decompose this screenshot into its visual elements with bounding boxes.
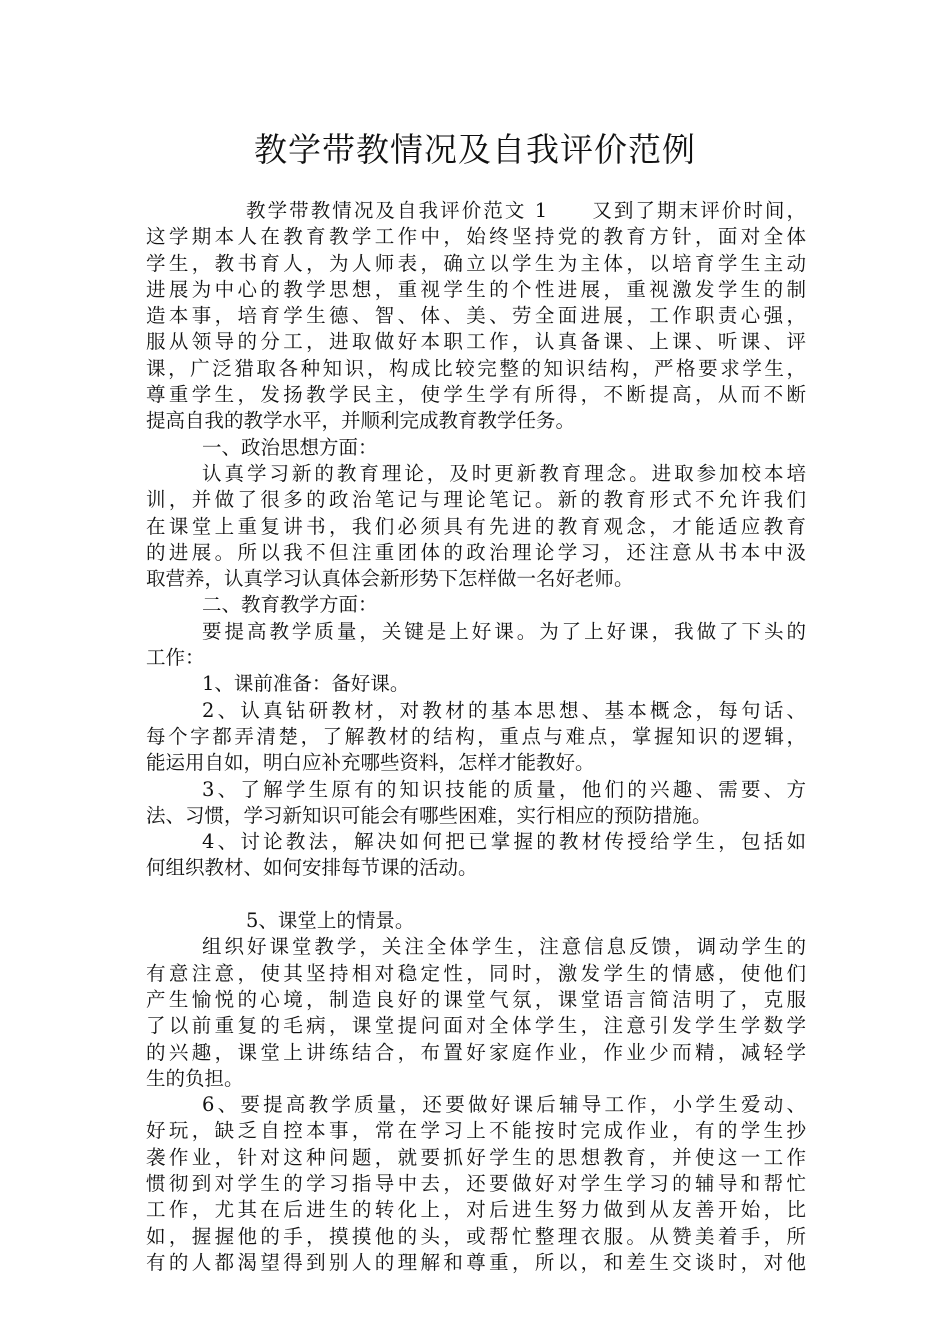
paragraph-line: 如，握握他的手，摸摸他的头，或帮忙整理衣服。从赞美着手，所 xyxy=(146,1224,806,1248)
paragraph-line: 训，并做了很多的政治笔记与理论笔记。新的教育形式不允许我们 xyxy=(146,488,806,512)
list-item: 1、课前准备：备好课。 xyxy=(202,672,410,696)
document-title: 教学带教情况及自我评价范例 xyxy=(254,130,696,169)
section-heading: 二、教育教学方面： xyxy=(202,593,378,617)
paragraph-line: 每个字都弄清楚，了解教材的结构，重点与难点，掌握知识的逻辑， xyxy=(146,724,806,748)
paragraph-line: 组织好课堂教学，关注全体学生，注意信息反馈，调动学生的 xyxy=(202,935,806,959)
paragraph-line: 在课堂上重复讲书，我们必须具有先进的教育观念，才能适应教育 xyxy=(146,514,806,538)
paragraph-line: 教学带教情况及自我评价范文 1 又到了期末评价时间， xyxy=(246,199,806,222)
paragraph-line: 课，广泛猎取各种知识，构成比较完整的知识结构，严格要求学生， xyxy=(146,356,806,380)
paragraph-line: 生的负担。 xyxy=(146,1066,244,1090)
paragraph-line: 要提高教学质量，关键是上好课。为了上好课，我做了下头的 xyxy=(202,619,806,643)
list-item: 5、课堂上的情景。 xyxy=(246,909,415,933)
paragraph-line: 的兴趣，课堂上讲练结合，布置好家庭作业，作业少而精，减轻学 xyxy=(146,1040,806,1064)
list-item: 6、要提高教学质量，还要做好课后辅导工作，小学生爱动、 xyxy=(202,1093,806,1117)
paragraph-line: 学生，教书育人，为人师表，确立以学生为主体，以培育学生主动 xyxy=(146,251,806,275)
paragraph-line: 法、习惯，学习新知识可能会有哪些困难，实行相应的预防措施。 xyxy=(146,803,712,827)
list-item: 3、了解学生原有的知识技能的质量，他们的兴趣、需要、方 xyxy=(202,777,806,801)
paragraph-line: 进展为中心的教学思想，重视学生的个性进展，重视激发学生的制 xyxy=(146,277,806,301)
paragraph-line: 造本事，培育学生德、智、体、美、劳全面进展，工作职责心强， xyxy=(146,304,806,328)
paragraph-line: 取营养，认真学习认真体会新形势下怎样做一名好老师。 xyxy=(146,567,634,591)
paragraph-line: 何组织教材、如何安排每节课的活动。 xyxy=(146,856,478,880)
paragraph-line: 有意注意，使其坚持相对稳定性，同时，激发学生的情感，使他们 xyxy=(146,961,806,985)
paragraph-line: 尊重学生，发扬教学民主，使学生学有所得，不断提高，从而不断 xyxy=(146,383,806,407)
list-item: 2、认真钻研教材，对教材的基本思想、基本概念，每句话、 xyxy=(202,698,806,722)
paragraph-line: 服从领导的分工，进取做好本职工作，认真备课、上课、听课、评 xyxy=(146,330,806,354)
paragraph-line: 工作： xyxy=(146,646,205,670)
paragraph-line: 了以前重复的毛病，课堂提问面对全体学生，注意引发学生学数学 xyxy=(146,1014,806,1038)
paragraph-line: 有的人都渴望得到别人的理解和尊重，所以，和差生交谈时，对他 xyxy=(146,1250,806,1274)
paragraph-line: 这学期本人在教育教学工作中，始终坚持党的教育方针，面对全体 xyxy=(146,225,806,249)
paragraph-line: 的进展。所以我不但注重团体的政治理论学习，还注意从书本中汲 xyxy=(146,540,806,564)
document-body xyxy=(146,198,806,1276)
blank-line xyxy=(146,882,806,908)
paragraph-line: 好玩，缺乏自控本事，常在学习上不能按时完成作业，有的学生抄 xyxy=(146,1119,806,1143)
paragraph-line: 认真学习新的教育理论，及时更新教育理念。进取参加校本培 xyxy=(202,461,806,485)
list-item: 4、讨论教法，解决如何把已掌握的教材传授给学生，包括如 xyxy=(202,830,806,854)
paragraph-line: 提高自我的教学水平，并顺利完成教育教学任务。 xyxy=(146,409,576,433)
paragraph-line: 工作，尤其在后进生的转化上，对后进生努力做到从友善开始，比 xyxy=(146,1198,806,1222)
paragraph-line: 能运用自如，明白应补充哪些资料，怎样才能教好。 xyxy=(146,751,595,775)
paragraph-line: 惯彻到对学生的学习指导中去，还要做好对学生学习的辅导和帮忙 xyxy=(146,1171,806,1195)
paragraph-line: 袭作业，针对这种问题，就要抓好学生的思想教育，并使这一工作 xyxy=(146,1145,806,1169)
paragraph-line: 产生愉悦的心境，制造良好的课堂气氛，课堂语言简洁明了，克服 xyxy=(146,987,806,1011)
section-heading: 一、政治思想方面： xyxy=(202,435,378,459)
